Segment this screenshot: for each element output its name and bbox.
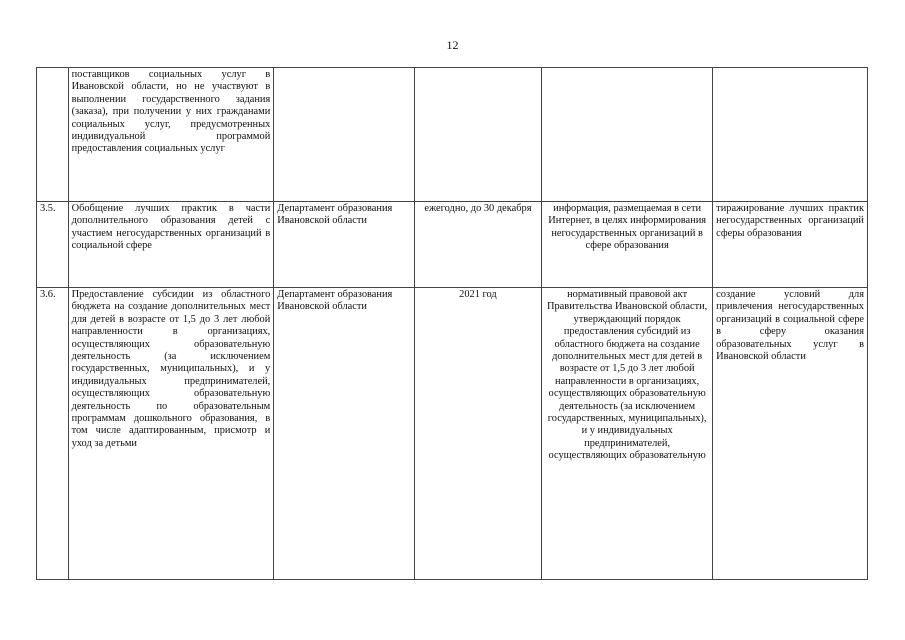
document-cell: нормативный правовой акт Правительства Ивановской области, утверждающий порядок предоставления субсидий из областного бюджета на создание дополнительных мест для детей в возрасте от 1,5 до 3 лет любой направленности в организациях, осуществляющих образовательную деятельность (за исключением государственных, муниципальных), и у индивидуальных предпринимателей, осуществляющих образовательную bbox=[542, 288, 713, 580]
row-number-cell: 3.5. bbox=[37, 202, 69, 288]
activity-cell: Обобщение лучших практик в части дополнительного образования детей с участием негосударственных организаций в социальной сфере bbox=[68, 202, 274, 288]
row-number-cell: 3.6. bbox=[37, 288, 69, 580]
table-row bbox=[37, 288, 868, 580]
executor-cell: Департамент образования Ивановской области bbox=[274, 288, 415, 580]
document-cell bbox=[542, 68, 713, 202]
page-number: 12 bbox=[446, 38, 459, 52]
result-cell: тиражирование лучших практик негосударственных организаций сферы образования bbox=[713, 202, 868, 288]
row-number-cell bbox=[37, 68, 69, 202]
activity-cell: поставщиков социальных услуг в Ивановской области, но не участвуют в выполнении государственного задания (заказа), при получении у них гражданами социальных услуг, предусмотренных индивидуальной программой предоставления социальных услуг bbox=[68, 68, 274, 202]
measures-table bbox=[36, 67, 868, 580]
deadline-cell: 2021 год bbox=[414, 288, 541, 580]
activity-cell: Предоставление субсидии из областного бюджета на создание дополнительных мест для детей в возрасте от 1,5 до 3 лет любой направленности в организациях, осуществляющих образовательную деятельность (за исключением государственных, муниципальных), и у индивидуальных предпринимателей, осуществляющих образовательную деятельность по образовательным программам дошкольного образования, в том числе адаптированным, присмотр и уход за детьми bbox=[68, 288, 274, 580]
table-row bbox=[37, 202, 868, 288]
table-row bbox=[37, 68, 868, 202]
executor-cell bbox=[274, 68, 415, 202]
document-cell: информация, размещаемая в сети Интернет, в целях информирования негосударственных организаций в сфере образования bbox=[542, 202, 713, 288]
result-cell: создание условий для привлечения негосударственных организаций в социальной сфере в сферу оказания образовательных услуг в Ивановской области bbox=[713, 288, 868, 580]
executor-cell: Департамент образования Ивановской области bbox=[274, 202, 415, 288]
deadline-cell: ежегодно, до 30 декабря bbox=[414, 202, 541, 288]
result-cell bbox=[713, 68, 868, 202]
deadline-cell bbox=[414, 68, 541, 202]
